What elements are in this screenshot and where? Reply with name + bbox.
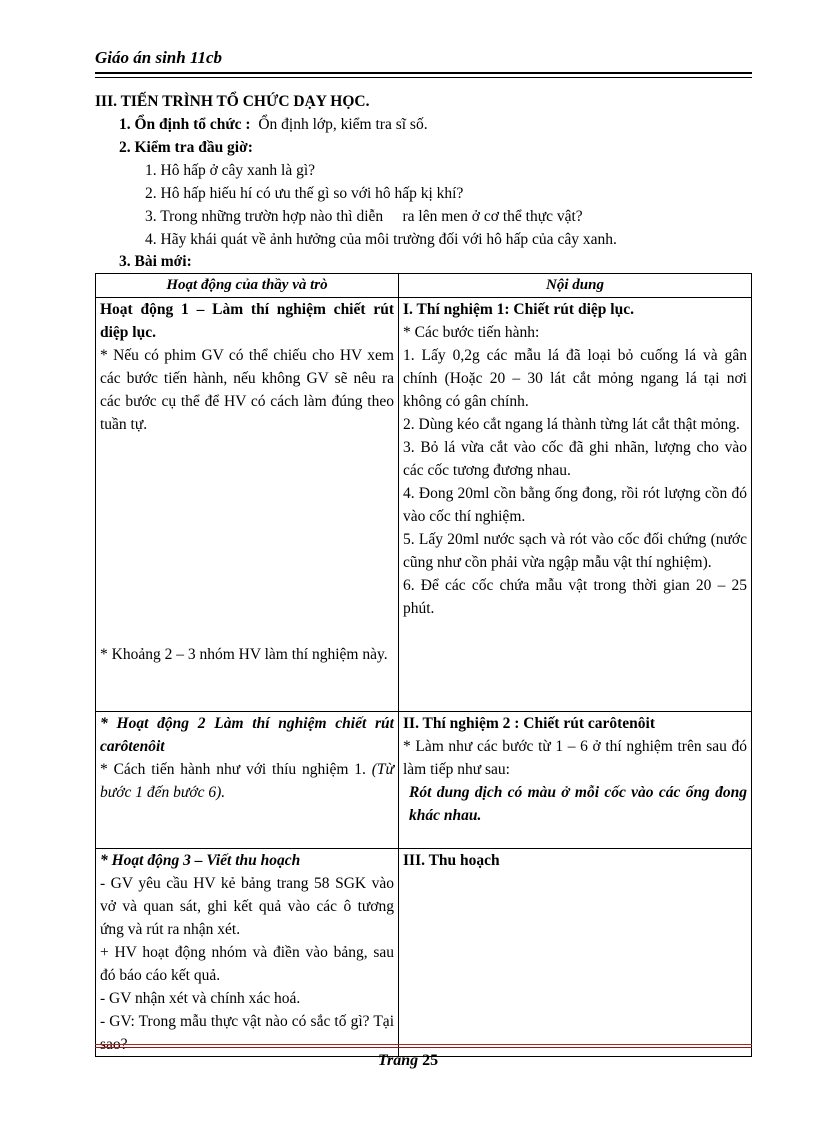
content-1-line: 4. Đong 20ml cồn bằng ống đong, rồi rót lượng cồn đó vào cốc thí nghiệm. (403, 485, 747, 525)
step-1-text: Ổn định lớp, kiểm tra sĩ số. (258, 116, 428, 133)
content-1-line: 1. Lấy 0,2g các mẫu lá đã loại bỏ cuống lá và gân chính (Hoặc 20 – 30 lát cắt mỏng ngang lá tại nơi không có gân chính. (403, 347, 747, 410)
header-title: Giáo án sinh 11cb (95, 48, 223, 67)
page-footer (0, 1052, 816, 1070)
content-3-title: III. Thu hoạch (403, 852, 500, 869)
activity-3-cell (96, 849, 399, 1057)
content-2-text: * Làm như các bước từ 1 – 6 ở thí nghiệm trên sau đó làm tiếp như sau: (403, 738, 747, 778)
step-3-label: 3. Bài mới: (119, 253, 192, 270)
step-1 (119, 115, 428, 135)
activity-1-text: * Nếu có phim GV có thể chiếu cho HV xem các bước tiến hành, nếu không GV sẽ nêu ra các bước cụ thể để HV có cách làm đúng theo tuần tự. (100, 347, 394, 433)
table-header-row (96, 274, 752, 298)
table-row (96, 298, 752, 712)
content-1-title: I. Thí nghiệm 1: Chiết rút diệp lục. (403, 301, 634, 318)
activity-2-cell (96, 712, 399, 849)
content-1-line: 5. Lấy 20ml nước sạch và rót vào cốc đối chứng (nước cũng như cồn phải vừa ngập mẫu vật thí nghiệm). (403, 531, 747, 571)
question-4: 4. Hãy khái quát về ảnh hưởng của môi trường đối với hô hấp của cây xanh. (145, 231, 617, 248)
step-2-label: 2. Kiểm tra đầu giờ: (119, 139, 253, 156)
footer-rule-thick (95, 1047, 752, 1048)
content-1-cell (399, 298, 752, 712)
step-1-label: 1. Ổn định tổ chức : (119, 116, 251, 133)
activity-2-title: * Hoạt động 2 Làm thí nghiệm chiết rút carôtenôit (100, 715, 394, 755)
activity-3-line: - GV yêu cầu HV kẻ bảng trang 58 SGK vào vở và quan sát, ghi kết quả vào các ô tương ứng và rút ra nhận xét. (100, 875, 394, 938)
question-3: 3. Trong những trườn hợp nào thì diễn ra lên men ở cơ thể thực vật? (145, 208, 583, 225)
content-1-line: * Các bước tiến hành: (403, 324, 540, 341)
header-rule (95, 72, 752, 74)
content-1-line: 6. Để các cốc chứa mẫu vật trong thời gian 20 – 25 phút. (403, 577, 747, 617)
activity-3-line: - GV nhận xét và chính xác hoá. (100, 990, 301, 1007)
activity-1-note: * Khoảng 2 – 3 nhóm HV làm thí nghiệm này. (100, 646, 388, 663)
page-number: 25 (422, 1052, 439, 1069)
table-row (96, 712, 752, 849)
activity-3-line: - GV: Trong mẫu thực vật nào có sắc tố gì? Tại sao? (100, 1013, 394, 1053)
question-2: 2. Hô hấp hiếu hí có ưu thế gì so với hô hấp kị khí? (145, 185, 464, 202)
activity-1-cell (96, 298, 399, 712)
section-heading: III. TIẾN TRÌNH TỔ CHỨC DẠY HỌC. (95, 93, 370, 110)
lesson-table (95, 273, 752, 1057)
column-header-content: Nội dung (399, 274, 752, 298)
content-2-cell (399, 712, 752, 849)
column-header-activities: Hoạt động của thầy và trò (96, 274, 399, 298)
activity-3-title: * Hoạt động 3 – Viết thu hoạch (100, 852, 301, 869)
content-1-line: 3. Bỏ lá vừa cắt vào cốc đã ghi nhãn, lượng cho vào các cốc tương đương nhau. (403, 439, 747, 479)
activity-3-line: + HV hoạt động nhóm và điền vào bảng, sau đó báo cáo kết quả. (100, 944, 394, 984)
table-row (96, 849, 752, 1057)
header-rule-thin (95, 77, 752, 78)
footer-rule (95, 1044, 752, 1045)
activity-2-text-main: * Cách tiến hành như với thíu nghiệm 1. (100, 761, 366, 778)
content-2-title: II. Thí nghiệm 2 : Chiết rút carôtenôit (403, 715, 656, 732)
question-1: 1. Hô hấp ở cây xanh là gì? (145, 162, 316, 179)
content-3-cell (399, 849, 752, 1057)
footer-label: Trang (377, 1052, 419, 1069)
content-1-line: 2. Dùng kéo cắt ngang lá thành từng lát cắt thật mỏng. (403, 416, 740, 433)
activity-2-text (100, 758, 394, 804)
content-2-bold-text: Rót dung dịch có màu ở mỗi cốc vào các ống đong khác nhau. (409, 784, 747, 824)
activity-2-note: (Từ bước 1 đến bước 6). (100, 761, 395, 801)
activity-1-title: Hoạt động 1 – Làm thí nghiệm chiết rút diệp lục. (100, 301, 394, 341)
